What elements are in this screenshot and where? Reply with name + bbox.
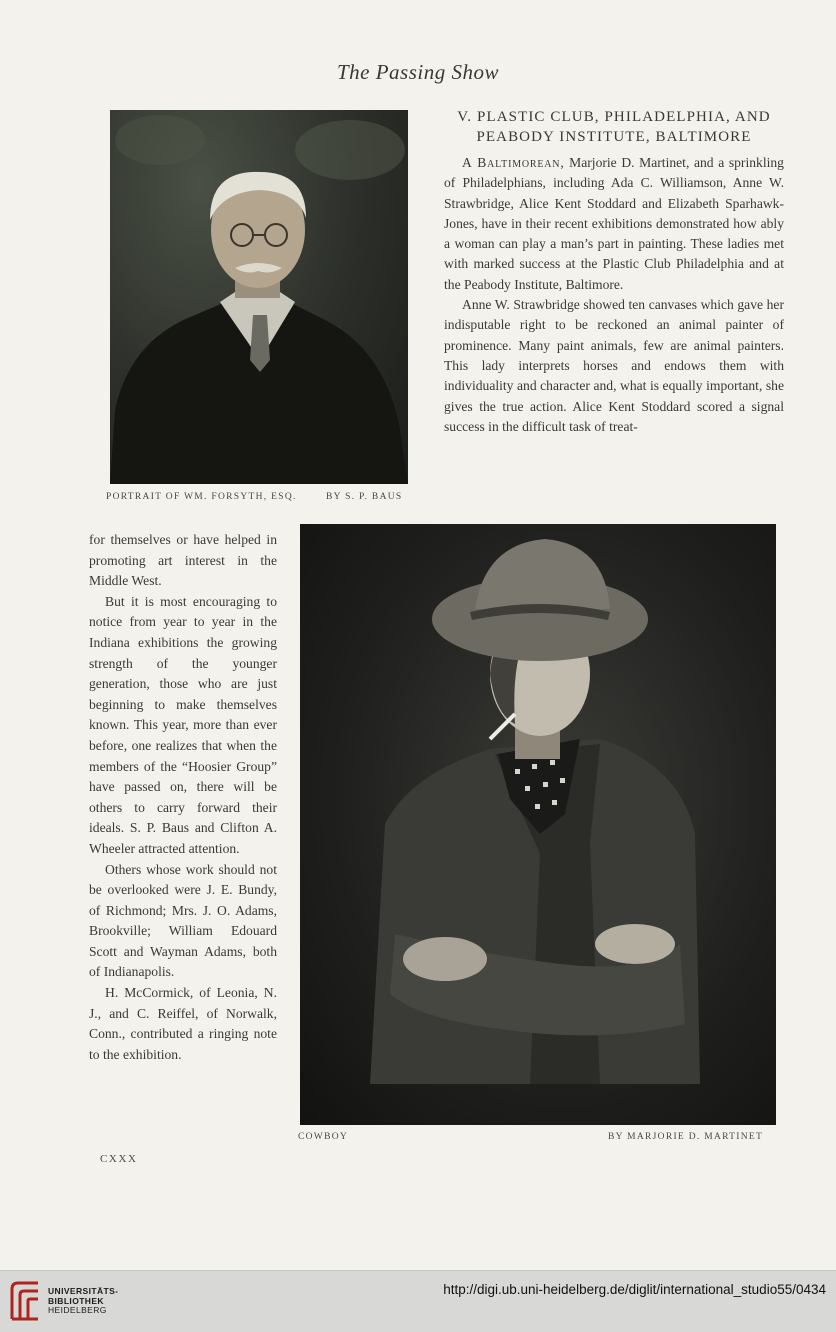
left-paragraph-4: H. McCormick, of Leonia, N. J., and C. Reiffel, of Norwalk, Conn., contributed a ringing note to the exhibition.	[89, 985, 277, 1062]
section-heading-line2: PEABODY INSTITUTE, BALTIMORE	[476, 129, 752, 145]
left-paragraph-1: for themselves or have helped in promoting art interest in the Middle West.	[89, 532, 277, 589]
library-name-line3: HEIDELBERG	[48, 1305, 107, 1315]
cowboy-caption-title: COWBOY	[298, 1132, 349, 1142]
section-heading-line1: V. PLASTIC CLUB, PHILADELPHIA, AND	[457, 109, 771, 125]
left-paragraph-3: Others whose work should not be overlooked were J. E. Bundy, of Richmond; Mrs. J. O. Adams, Brookville; William Edouard Scott and Wayman Adams, both of Indianapolis.	[89, 861, 277, 980]
right-column-text	[444, 153, 784, 437]
page-number: CXXX	[100, 1153, 138, 1165]
running-title: The Passing Show	[336, 60, 499, 84]
footer-bar	[0, 1270, 836, 1332]
portrait-illustration	[110, 110, 408, 484]
cowboy-illustration	[300, 524, 776, 1125]
library-name-line2: BIBLIOTHEK	[48, 1295, 104, 1306]
library-name-line1: UNIVERSITÄTS-	[48, 1286, 119, 1296]
portrait-caption-title: PORTRAIT OF WM. FORSYTH, ESQ.	[106, 492, 297, 502]
paragraph-1-body: Marjorie D. Martinet, and a sprinkling of Philadelphians, including Ada C. Williamson, Anne W. Strawbridge, Alice Kent Stoddard and Elizabeth Sparhawk-Jones, have in their recent exhibitions demonstrated how ably a woman can play a man’s part in painting. These ladies met with marked success at the Plastic Club Philadelphia and at the Peabody Institute, Baltimore.	[444, 155, 784, 292]
cowboy-painting-image	[300, 524, 776, 1125]
portrait-forsyth-image	[110, 110, 408, 484]
cowboy-caption-artist: BY MARJORIE D. MARTINET	[608, 1132, 764, 1142]
paragraph-1	[444, 153, 784, 295]
left-column-text	[89, 530, 277, 1065]
portrait-caption-artist: BY S. P. BAUS	[326, 492, 403, 502]
source-url-link[interactable]: http://digi.ub.uni-heidelberg.de/diglit/international_studio55/0434	[443, 1282, 826, 1297]
left-paragraph-2: But it is most encouraging to notice from year to year in the Indiana exhibitions the growing strength of the younger generation, those who are just beginning to make themselves known. This year, more than ever before, one realizes that when the members of the “Hoosier Group” have passed on, there will be others to carry forward their ideals. S. P. Baus and Clifton A. Wheeler attracted attention.	[89, 593, 277, 856]
paragraph-1-lead: A Baltimorean,	[462, 155, 565, 170]
paragraph-2: Anne W. Strawbridge showed ten canvases which gave her indisputable right to be reckoned an animal painter of prominence. Many paint animals, few are animal painters. This lady interprets horses and endows them with individuality and character and, what is equally important, she gives the true action. Alice Kent Stoddard scored a signal success in the difficult task of treat-	[444, 297, 784, 434]
library-name	[48, 1287, 118, 1316]
section-heading	[444, 107, 784, 147]
university-library-logo-icon[interactable]	[8, 1279, 42, 1323]
